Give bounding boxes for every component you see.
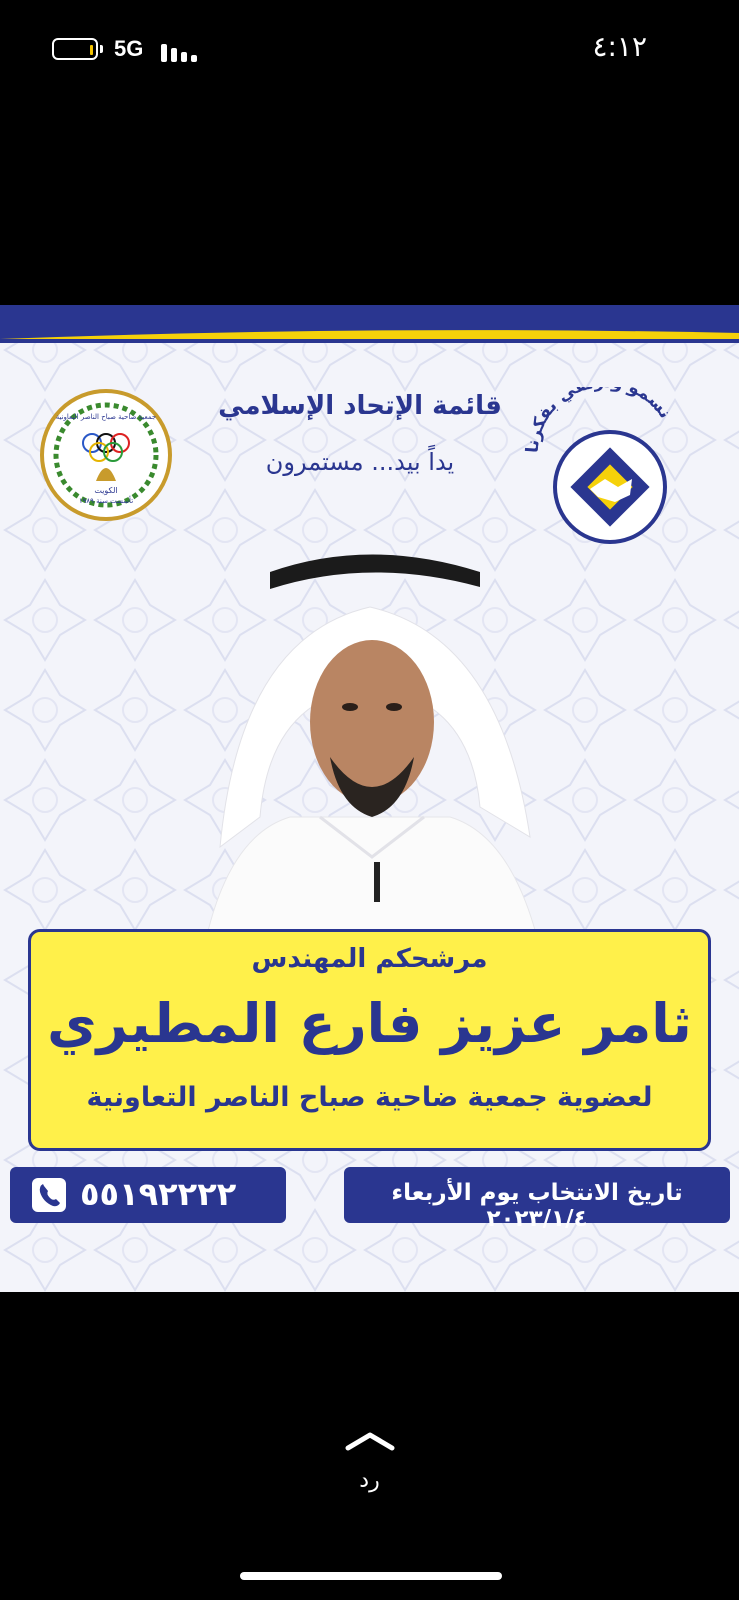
yellow-stripe [0,327,739,339]
battery-tip [100,45,103,53]
phone-badge [10,1167,286,1223]
coop-name: جمعية ضاحية صباح الناصر التعاونية [55,413,157,421]
reply-label[interactable]: رد [359,1468,380,1493]
coop-logo [36,385,176,525]
clock: ٤:١٢ [592,30,647,63]
network-label: 5G [114,36,144,61]
phone-icon [32,1178,66,1212]
candidate-box [28,929,711,1151]
campaign-poster[interactable] [0,305,739,1292]
election-date-badge [344,1167,730,1232]
election-date: تاريخ الانتخاب يوم الأربعاء ٢٠٢٣/١/٤ [391,1180,683,1232]
list-title: قائمة الإتحاد الإسلامي [218,391,502,421]
chevron-up-icon[interactable] [344,1430,396,1452]
candidate-name: ثامر عزيز فارع المطيري [47,992,692,1055]
coop-country: الكويت [94,486,118,495]
membership-text: لعضوية جمعية ضاحية صباح الناصر التعاونية [86,1082,653,1113]
signal-icon [161,36,201,62]
phone-number: ٥٥١٩٢٢٢٢ [80,1175,237,1213]
slogan: يداً بيد... مستمرون [265,448,455,476]
home-indicator[interactable] [240,1572,502,1580]
logo-slogan: نسمو ي بفكرنا [522,387,676,454]
candidate-title: مرشحكم المهندس [251,944,488,974]
status-bar [0,0,739,100]
coop-founded: تأسست سنة ١٩٨٩ [78,497,134,505]
battery-level [90,45,93,55]
olympic-coop-emblem-icon [36,385,176,525]
